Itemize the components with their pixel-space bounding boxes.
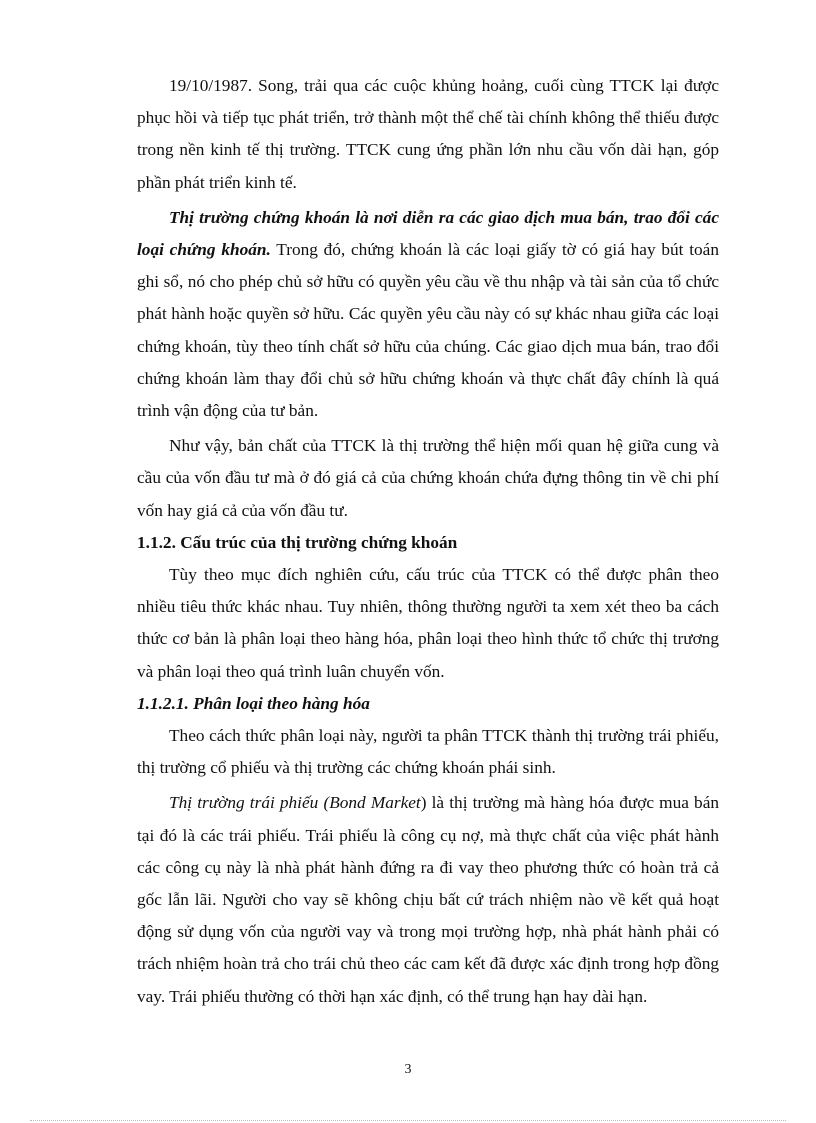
- paragraph-text: Tùy theo mục đích nghiên cứu, cấu trúc của TTCK có thể được phân theo nhiều tiêu thức khác nhau. Tuy nhiên, thông thường người ta xem xét theo ba cách thức cơ bản là phân loại theo hàng hóa, phân loại theo hình thức tổ chức thị trương và phân loại theo quá trình luân chuyển vốn.: [137, 565, 719, 681]
- paragraph-classification: [137, 720, 719, 784]
- page-bottom-divider: [30, 1120, 786, 1121]
- paragraph-structure: [137, 559, 719, 688]
- paragraph-bond-market: [137, 787, 719, 1012]
- paragraph-nature: [137, 430, 719, 527]
- subsection-heading: 1.1.2.1. Phân loại theo hàng hóa: [137, 693, 370, 713]
- paragraph-text: Như vậy, bản chất của TTCK là thị trường thể hiện mối quan hệ giữa cung và cầu của vốn đầu tư mà ở đó giá cả của chứng khoán chứa đựng thông tin về chi phí vốn hay giá cả của vốn đầu tư.: [137, 436, 719, 520]
- paragraph-text: Theo cách thức phân loại này, người ta phân TTCK thành thị trường trái phiếu, thị trường cổ phiếu và thị trường các chứng khoán phái sinh.: [137, 726, 719, 778]
- paragraph-text: 19/10/1987. Song, trải qua các cuộc khủng hoảng, cuối cùng TTCK lại được phục hồi và tiếp tục phát triển, trở thành một thể chế tài chính không thể thiếu được trong nền kinh tế thị trường. TTCK cung ứng phần lớn nhu cầu vốn dài hạn, góp phần phát triển kinh tế.: [137, 76, 719, 192]
- paragraph-definition: [137, 202, 719, 427]
- document-body: [137, 70, 719, 1013]
- paragraph-text: Trong đó, chứng khoán là các loại giấy tờ có giá hay bút toán ghi sổ, nó cho phép chủ sở hữu có quyền yêu cầu về thu nhập và tài sản của tổ chức phát hành hoặc quyền sở hữu. Các quyền yêu cầu này có sự khác nhau giữa các loại chứng khoán, tùy theo tính chất sở hữu của chúng. Các giao dịch mua bán, trao đổi chứng khoán làm thay đổi chủ sở hữu chứng khoán và thực chất đây chính là quá trình vận động của tư bản.: [137, 240, 719, 421]
- definition-emphasis: Thị trường chứng khoán là nơi diễn ra các giao dịch mua bán, trao đổi các loại chứng khoán.: [137, 207, 719, 260]
- paragraph-text: ) là thị trường mà hàng hóa được mua bán tại đó là các trái phiếu. Trái phiếu là công cụ nợ, mà thực chất của việc phát hành các công cụ này là nhà phát hành đứng ra đi vay theo phương thức có hoàn trả cả gốc lẫn lãi. Người cho vay sẽ không chịu bất cứ trách nhiệm nào về kết quả hoạt động sử dụng vốn của người vay và trong mọi trường hợp, nhà phát hành phải có trách nhiệm hoàn trả cho trái chủ theo các cam kết đã được xác định trong hợp đồng vay. Trái phiếu thường có thời hạn xác định, có thể trung hạn hay dài hạn.: [137, 793, 720, 1006]
- section-heading: 1.1.2. Cấu trúc của thị trường chứng khoán: [137, 532, 458, 552]
- page-number: 3: [404, 1062, 412, 1077]
- paragraph-history: [137, 70, 719, 199]
- bond-market-term: Thị trường trái phiếu (Bond Market: [169, 793, 421, 813]
